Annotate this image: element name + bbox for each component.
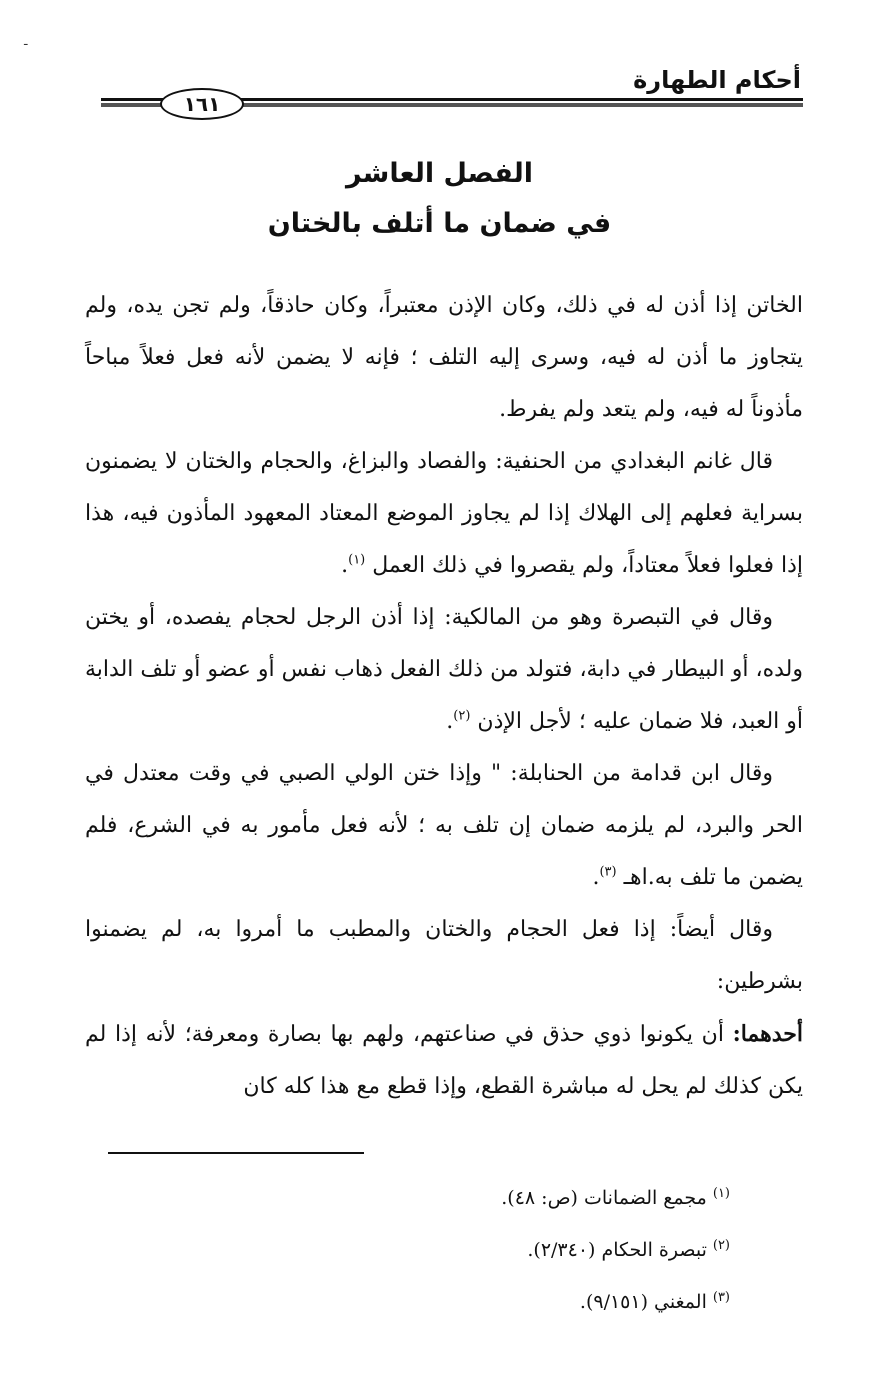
footnote-1-number: (١)	[712, 1185, 730, 1201]
footnote-2-number: (٢)	[712, 1237, 730, 1253]
paragraph-6-text: أن يكونوا ذوي حذق في صناعتهم، ولهم بها بصارة ومعرفة؛ لأنه إذا لم يكن كذلك لم يحل له مباشرة القطع، وإذا قطع مع هذا كله كان	[85, 1022, 803, 1099]
footnotes	[300, 1172, 730, 1328]
paragraph-4: وقال ابن قدامة من الحنابلة: " وإذا ختن الولي الصبي في وقت معتدل في الحر والبرد، لم يلزمه ضمان إن تلف به ؛ لأنه فعل مأمور به في الشرع، فلم يضمن ما تلف به.اهـ $^{(٣)}$.	[85, 761, 803, 890]
footnote-3	[300, 1276, 730, 1328]
paragraph-1-text: الخاتن إذا أذن له في ذلك، وكان الإذن معتبراً، وكان حاذقاً، ولم تجن يده، ولم يتجاوز ما أذن له فيه، وسرى إليه التلف ؛ فإنه لا يضمن لأنه فعل فعلاً مباحاً مأذوناً له فيه، ولم يتعد ولم يفرط.	[85, 293, 804, 422]
paragraph-1	[85, 280, 803, 436]
chapter-title: الفصل العاشر	[345, 158, 534, 189]
footnote-ref-3: (٣)	[599, 864, 617, 880]
footnote-ref-1: (١)	[348, 552, 366, 568]
paragraph-3: وقال في التبصرة وهو من المالكية: إذا أذن الرجل لحجام يفصده، أو يختن ولده، أو البيطار في دابة، فتولد من ذلك الفعل ذهاب نفس أو عضو أو تلف الدابة أو العبد، فلا ضمان عليه ؛ لأجل الإذن $^{(٢)}$.	[85, 605, 803, 734]
body-text	[85, 280, 803, 1113]
paragraph-2-text: قال غانم البغدادي من الحنفية: والفصاد والبزاغ، والحجام والختان لا يضمنون بسراية فعلهم إلى الهلاك إذا لم يجاوز الموضع المعتاد المعهود المأذون فيه، هذا إذا فعلوا فعلاً معتاداً، ولم يقصروا في ذلك العمل	[85, 449, 803, 578]
footnote-separator	[108, 1152, 364, 1154]
paragraph-5	[85, 904, 803, 1008]
paragraph-6-lead: أحدهما:	[732, 1021, 803, 1047]
page-number: ١٦١	[160, 88, 244, 120]
running-header-title: أحكام الطهارة	[633, 66, 801, 94]
footnote-ref-2: (٢)	[453, 708, 471, 724]
corner-mark: ـ	[24, 34, 28, 48]
footnote-3-number: (٣)	[712, 1289, 730, 1305]
paragraph-2: قال غانم البغدادي من الحنفية: والفصاد والبزاغ، والحجام والختان لا يضمنون بسراية فعلهم إلى الهلاك إذا لم يجاوز الموضع المعتاد المعهود المأذون فيه، هذا إذا فعلوا فعلاً معتاداً، ولم يقصروا في ذلك العمل $^{(١)}$.	[85, 449, 803, 578]
paragraph-6	[85, 1008, 803, 1113]
footnote-1	[300, 1172, 730, 1224]
paragraph-5-text: وقال أيضاً: إذا فعل الحجام والختان والمطبب ما أمروا به، لم يضمنوا بشرطين:	[85, 917, 803, 994]
footnote-1-text: مجمع الضمانات (ص: ٤٨).	[501, 1187, 707, 1209]
footnote-3-text: المغني (٩/١٥١).	[579, 1291, 707, 1313]
chapter-subtitle: في ضمان ما أتلف بالختان	[267, 208, 612, 239]
footnote-2	[300, 1224, 730, 1276]
paragraph-3-text: وقال في التبصرة وهو من المالكية: إذا أذن الرجل لحجام يفصده، أو يختن ولده، أو البيطار في دابة، فتولد من ذلك الفعل ذهاب نفس أو عضو أو تلف الدابة أو العبد، فلا ضمان عليه ؛ لأجل الإذن	[85, 605, 803, 734]
paragraph-4-text: وقال ابن قدامة من الحنابلة: " وإذا ختن الولي الصبي في وقت معتدل في الحر والبرد، لم يلزمه ضمان إن تلف به ؛ لأنه فعل مأمور به في الشرع، فلم يضمن ما تلف به.اهـ	[85, 761, 803, 890]
footnote-2-text: تبصرة الحكام (٢/٣٤٠).	[527, 1239, 707, 1261]
